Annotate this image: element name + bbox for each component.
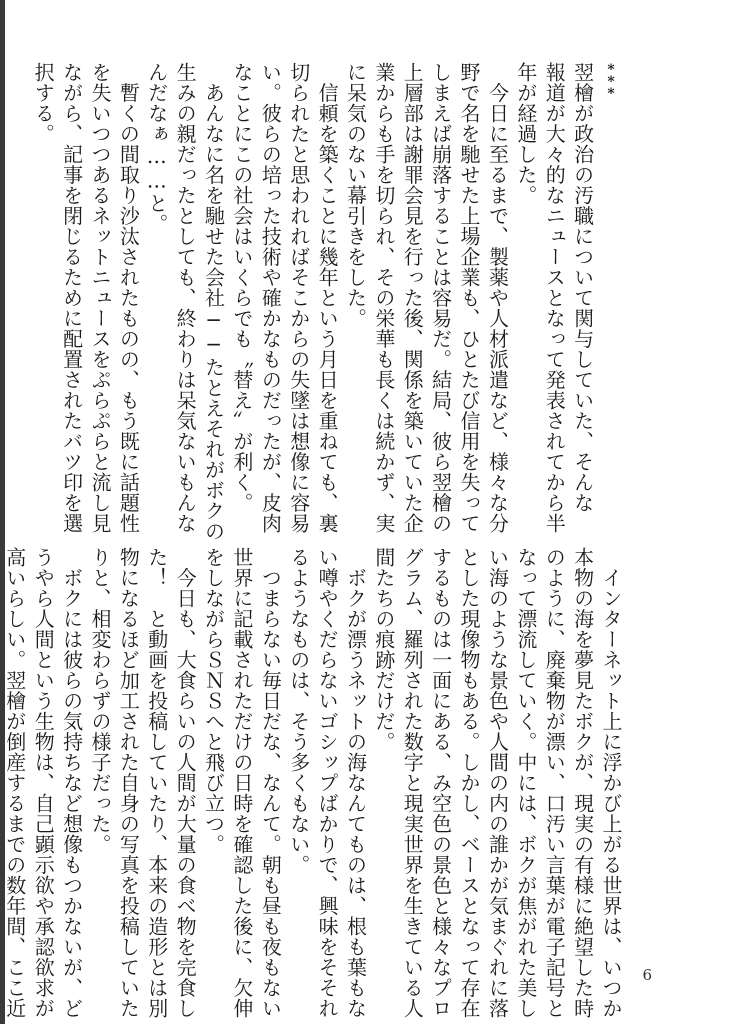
text-line: 世界に記載されただけの日時を確認した後に、欠伸 [229,547,254,1019]
text-line: を失いつつあるネットニュースをぷらぷらと流し見 [87,62,112,534]
text-line: 本物の海を夢見たボクが、現実の有様に絶望した時 [570,547,595,1019]
text-line: ボクには彼らの気持ちなど想像もつかないが、ど [59,547,84,1019]
text-line: 年が経過した。 [513,62,538,206]
page-number: 6 [642,966,652,984]
bottom-text-block [0,547,624,1019]
text-line: 今日も、大食らいの人間が大量の食べ物を完食し [173,547,198,1019]
text-line: 上層部は謝罪会見を行った後、関係を築いていた企 [400,62,425,534]
divider-mark: *** [603,62,619,98]
text-line: るようなものは、そう多くもない。 [286,547,311,875]
text-line: た！ と動画を投稿していたり、本来の造形とは別 [144,547,169,1019]
text-line: 切られたと思われればそこからの失墜は想像に容易 [286,62,311,534]
text-line: するものは一面にある、み空色の景色と様々なプロ [428,547,453,1019]
text-line: りと、相変わらずの様子だった。 [87,547,112,855]
text-line: んだなぁ……と。 [144,62,169,234]
text-line: うやら人間という生物は、自己顕示欲や承認欲求が [31,547,56,1019]
section-divider [598,62,624,106]
text-line: ボクが漂うネットの海なんてものは、根も葉もな [343,547,368,1019]
text-line: 今日に至るまで、製薬や人材派遣など、様々な分 [485,62,510,534]
text-line: をしながらＳＮＳへと飛び立つ。 [201,547,226,855]
text-line: 翌檜が政治の汚職について関与していた、そんな [570,62,595,513]
text-line: インターネット上に浮かび上がる世界は、いつか [599,547,623,1019]
text-line: ながら、記事を閉じるために配置されたバツ印を選 [59,62,84,534]
text-line: 択する。 [31,62,56,144]
text-line: 信頼を築くことに幾年という月日を重ねても、裏 [315,62,340,534]
top-text-block [28,62,624,542]
text-line: つまらない毎日だな、なんて。朝も昼も夜もない [258,547,283,1019]
text-line: なことにこの社会はいくらでも〝替え〟が利く。 [229,62,254,513]
text-line: い海のような景色や人間の内の誰かが気まぐれに落 [485,547,510,1019]
text-line: とした現像物もある。しかし、ベースとなって存在 [457,547,482,1019]
text-line: グラム、羅列された数字と現実世界を生きている人 [400,547,425,1019]
text-line: 報道が大々的なニュースとなって発表されてから半 [542,62,567,534]
text-line: 業からも手を切られ、その栄華も長くは続かず、実 [371,62,396,534]
text-line: 物になるほど加工された自身の写真を投稿していた [116,547,141,1019]
text-line: 高いらしい。翌檜が倒産するまでの数年間、ここ近 [2,547,27,1019]
text-line: なって漂流していく。中には、ボクが焦がれた美し [513,547,538,1019]
text-line: に呆気のない幕引きをした。 [343,62,368,329]
text-line: あんなに名を馳せた会社──たとえそれがボクの [201,62,226,542]
text-line: 暫くの間取り沙汰されたものの、もう既に話題性 [116,62,141,534]
text-line: しまえば崩落することは容易だ。結局、彼ら翌檜の [428,62,453,534]
text-line: い。彼らの培った技術や確かなものだったが、皮肉 [258,62,283,534]
text-line: 間たちの痕跡だけだ。 [371,547,396,752]
text-line: 野で名を馳せた上場企業も、ひとたび信用を失って [457,62,482,534]
text-line: 生みの親だったとしても、終わりは呆気ないもんな [173,62,198,534]
text-line: のように、廃棄物が漂い、口汚い言葉が電子記号と [542,547,567,1019]
text-line: い噂やくだらないゴシップばかりで、興味をそそれ [315,547,340,1019]
